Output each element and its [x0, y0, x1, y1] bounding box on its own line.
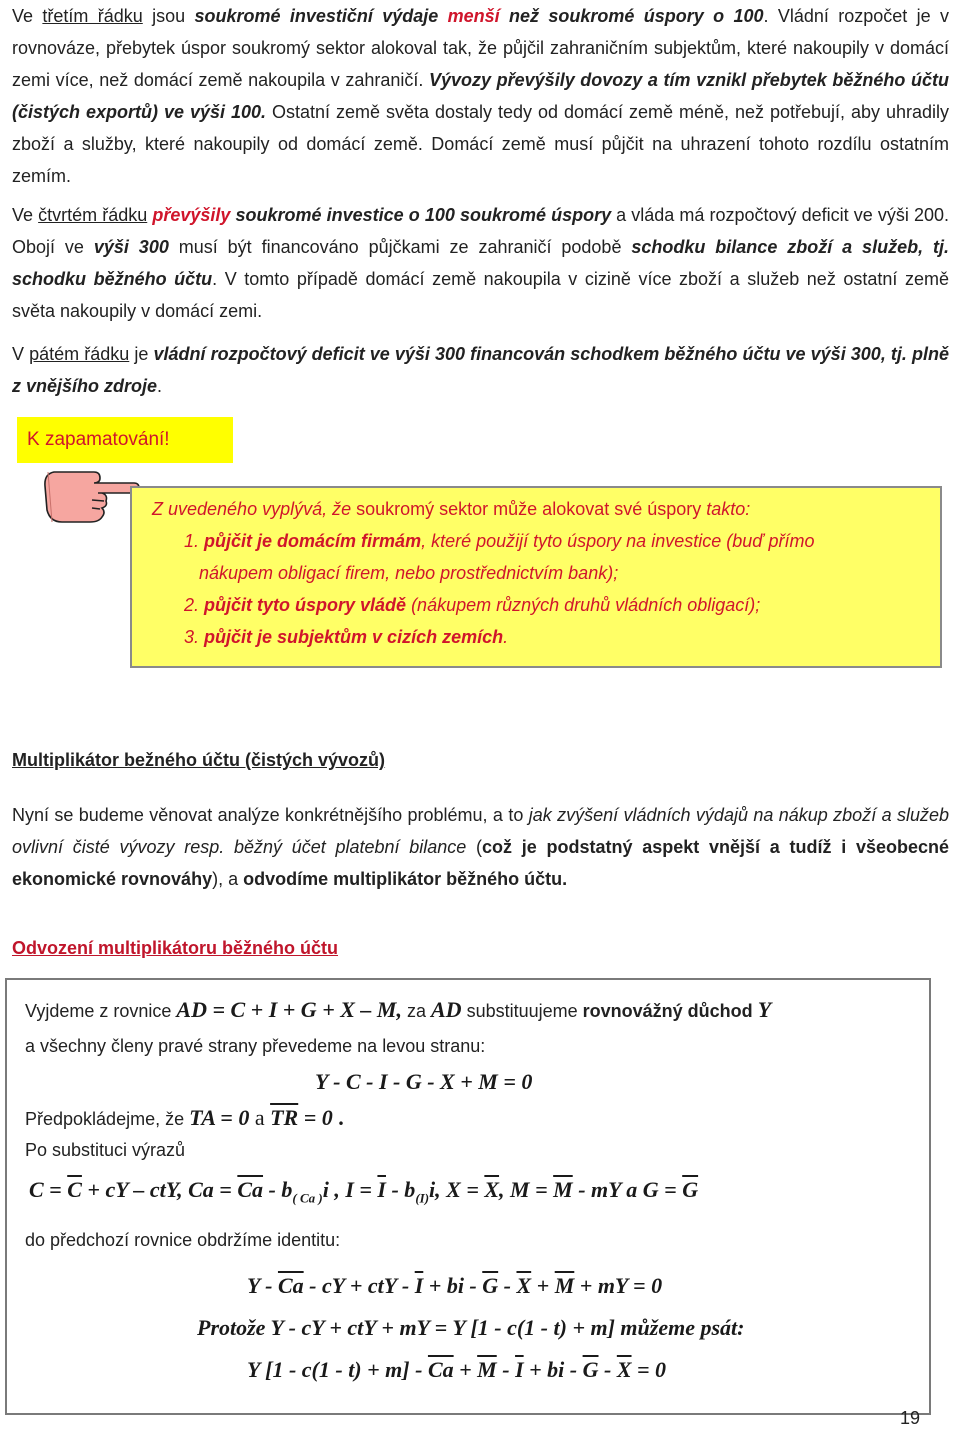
math-zero: = 0	[298, 1105, 333, 1130]
equation-1: Y - C - I - G - X + M = 0	[315, 1069, 533, 1094]
text: C =	[29, 1177, 68, 1202]
text: $\overline{X}$	[484, 1177, 500, 1202]
equation-because: Protože Y - cY + ctY + mY = Y [1 - c(1 - t) + m] můžeme psát:	[197, 1315, 745, 1340]
text: .	[157, 376, 163, 396]
text: . V tomto případě domácí země nakoupila v cizině více zboží a služeb než ostatní země světa nakoupily v domácí zemi.	[12, 269, 949, 321]
text: soukromé investice o 100 soukromé úspory	[230, 205, 612, 225]
remember-item-1	[152, 525, 940, 557]
text: Ostatní země světa dostaly tedy od domácí země méně, než potřebují, aby uhradily zboží a služby, které nakoupily od domácí země. Domácí země musí půjčit na uhrazení tohoto rozdílu ostatním zemím.	[12, 102, 949, 186]
text: = 0	[631, 1357, 667, 1382]
text: menší	[447, 6, 500, 26]
text: V	[12, 344, 30, 364]
remember-item-3	[152, 621, 940, 653]
text: . Vládní rozpočet je v rovnováze, přebytek úspor soukromý sektor alokoval tak, že půjčil zahraničním subjektům, které nakoupily v domácí zemi více, než domácí země nakoupila v zahraničí.	[12, 6, 950, 90]
math-ad: AD	[431, 997, 462, 1022]
text: -	[598, 1357, 617, 1382]
text: (	[466, 837, 483, 857]
text: $\overline{X}$	[516, 1273, 532, 1298]
text: $\overline{G}$	[682, 1177, 699, 1202]
text: $\overline{Ca}$	[277, 1273, 304, 1298]
text: + mY = 0	[574, 1273, 663, 1298]
math-y: Y	[752, 997, 772, 1022]
text: $\overline{G}$	[582, 1357, 599, 1382]
text: a vláda má rozpočtový deficit ve výši 200. Obojí ve	[12, 205, 949, 257]
text: $\overline{I}$	[414, 1273, 424, 1298]
text: $\overline{C}$	[67, 1177, 82, 1202]
text: + bi -	[423, 1273, 483, 1298]
text: $\overline{I}$	[377, 1177, 386, 1202]
text: schodku bilance zboží a služeb, tj. schodku běžného účtu	[12, 237, 949, 289]
text: $\overline{X}$	[616, 1357, 632, 1382]
text: -	[496, 1357, 516, 1382]
text: substituujeme	[461, 1001, 583, 1021]
text: vládní rozpočtový deficit ve výši 300 financován schodkem běžného účtu ve výši 300, tj. plně z vnějšího zdroje	[12, 344, 950, 396]
text: Z uvedeného vyplývá, že	[152, 499, 357, 519]
text: převýšily	[152, 205, 231, 225]
text: Y -	[247, 1273, 278, 1298]
derivation-box	[5, 978, 931, 1415]
derivation-line-7: do předchozí rovnice obdržíme identitu:	[25, 1230, 341, 1250]
text: soukromý sektor může alokovat své úspory	[356, 499, 702, 519]
text: + bi -	[523, 1357, 583, 1382]
text: $\overline{G}$	[482, 1273, 499, 1298]
remember-intro	[152, 493, 940, 525]
text: za	[401, 1001, 431, 1021]
text: jsou	[142, 6, 195, 26]
text: pátém řádku	[29, 344, 130, 364]
text: + cY – ctY, Ca =	[81, 1177, 238, 1202]
text: .	[503, 627, 509, 647]
text: +	[453, 1357, 478, 1382]
text: výši 300	[93, 237, 169, 257]
text: -	[498, 1273, 517, 1298]
text: $\overline{M}$	[553, 1177, 573, 1202]
text: půjčit tyto úspory vládě	[204, 595, 407, 615]
derivation-line-2: a všechny členy pravé strany převedeme na levou stranu:	[25, 1036, 486, 1056]
text: - cY + ctY -	[303, 1273, 415, 1298]
text: Ve	[12, 6, 43, 26]
text: Ve	[12, 205, 39, 225]
remember-box	[130, 486, 942, 668]
text: musí být financováno půjčkami ze zahraničí podobě	[168, 237, 632, 257]
text: $\overline{Ca}$	[427, 1357, 454, 1382]
paragraph-fifth-row	[12, 338, 949, 402]
text: - b	[263, 1177, 293, 1202]
derivation-line-4	[25, 1102, 344, 1135]
text: půjčit je subjektům v cizích zemích	[204, 627, 504, 647]
text: ( Ca )	[292, 1190, 323, 1206]
equation-final	[247, 1354, 666, 1386]
remember-item-1-cont	[152, 557, 940, 589]
text: Nyní se budeme věnovat analýze konkrétnějšího problému, a to	[12, 805, 529, 825]
text: i, X =	[429, 1177, 485, 1202]
paragraph-intro-multiplier	[12, 799, 949, 895]
math-ta: TA = 0	[189, 1105, 250, 1130]
text: (nákupem různých druhů vládních obligací);	[406, 595, 761, 615]
equation-substitutions	[29, 1174, 698, 1214]
text: Vyjdeme z rovnice	[25, 1001, 177, 1021]
text: třetím řádku	[42, 6, 143, 26]
text: (I)	[415, 1190, 430, 1206]
paragraph-third-row	[12, 0, 949, 192]
text: nákupem obligací firem, nebo prostřednictvím bank);	[199, 563, 619, 583]
text: - b	[385, 1177, 416, 1202]
text: .	[332, 1105, 344, 1130]
section-heading-derivation: Odvození multiplikátoru běžného účtu	[12, 938, 339, 958]
equation-ad: AD = C + I + G + X – M,	[176, 997, 402, 1022]
derivation-line-1	[25, 994, 771, 1027]
text: půjčit je domácím firmám	[204, 531, 422, 551]
text: $\overline{I}$	[515, 1357, 524, 1382]
text: soukromé investiční výdaje	[194, 6, 448, 26]
text: $\overline{M}$	[554, 1273, 575, 1298]
text: 3.	[184, 627, 205, 647]
text: je	[129, 344, 154, 364]
text: takto:	[701, 499, 751, 519]
text: což je podstatný aspekt vnější a tudíž i všeobecné ekonomické rovnováhy	[12, 837, 950, 889]
text: než soukromé úspory o 100	[499, 6, 764, 26]
text: , M =	[499, 1177, 554, 1202]
text: $\overline{M}$	[477, 1357, 497, 1382]
text: +	[531, 1273, 555, 1298]
pointing-hand-icon	[42, 466, 140, 528]
text: 2.	[184, 595, 205, 615]
text: rovnovážný důchod	[582, 1001, 753, 1021]
remember-label: K zapamatování!	[17, 417, 233, 463]
remember-item-2	[152, 589, 940, 621]
text: Y [1 - c(1 - t) + m] -	[247, 1357, 428, 1382]
section-heading-multiplier: Multiplikátor bežného účtu (čistých vývozů)	[12, 750, 386, 770]
text: a	[249, 1105, 271, 1130]
text: Vývozy převýšily dovozy a tím vznikl přebytek běžného účtu (čistých exportů) ve výši 100.	[12, 70, 949, 122]
text: 1.	[184, 531, 205, 551]
text: i , I =	[322, 1177, 378, 1202]
text: $\overline{Ca}$	[237, 1177, 264, 1202]
text: čtvrtém řádku	[38, 205, 148, 225]
derivation-line-5: Po substituci výrazů	[25, 1140, 186, 1160]
math-tr: $\overline{TR}$	[270, 1105, 299, 1130]
paragraph-fourth-row	[12, 199, 949, 327]
text: ), a	[212, 869, 244, 889]
text: , které použijí tyto úspory na investice (buď přímo	[421, 531, 815, 551]
text: - mY a G =	[572, 1177, 683, 1202]
text: jak zvýšení vládních výdajů na nákup zboží a služeb ovlivní čisté vývozy resp. běžný účet platební bilance	[12, 805, 949, 857]
text: odvodíme multiplikátor běžného účtu.	[243, 869, 568, 889]
text: Předpokládejme, že	[25, 1109, 190, 1129]
page-number: 19	[900, 1408, 921, 1428]
equation-identity	[247, 1270, 662, 1302]
